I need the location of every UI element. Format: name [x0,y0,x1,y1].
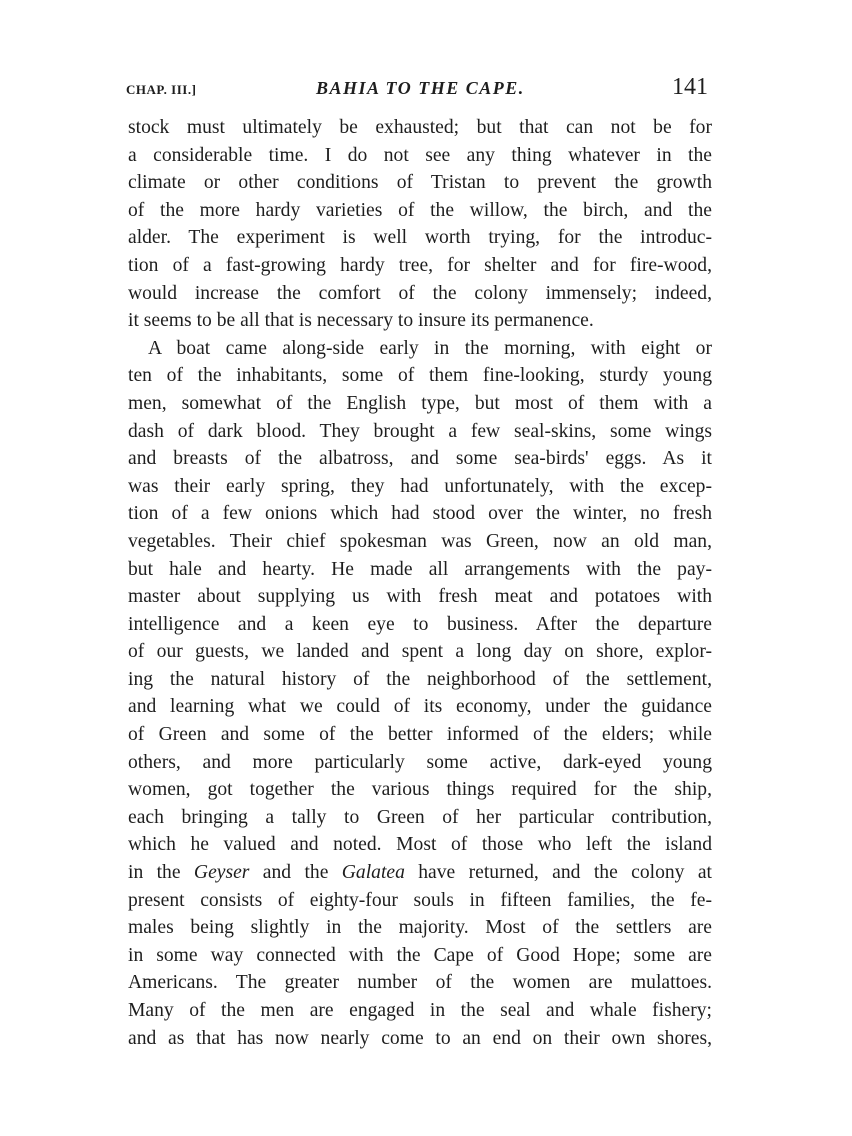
text-line-ship-names [128,859,712,887]
text-line: of the more hardy varieties of the willow, the birch, and the [128,199,712,221]
text-line: intelligence and a keen eye to business. After the departure [128,613,712,635]
text-line: and learning what we could of its economy, under the guidance [128,696,712,718]
text-line: it seems to be all that is necessary to insure its permanence. [128,310,594,332]
running-title: BAHIA TO THE CAPE. [316,78,525,98]
text-line: would increase the comfort of the colony immensely; indeed, [128,282,712,304]
chapter-label: CHAP. III.] [126,82,197,97]
text-line: Many of the men are engaged in the seal and whale fishery; [128,1000,712,1021]
page-number: 141 [672,74,708,100]
text-line: was their early spring, they had unfortunately, with the excep- [128,475,712,497]
text-line: a considerable time. I do not see any thing whatever in the [128,144,712,166]
text-line: men, somewhat of the English type, but most of them with a [128,392,712,414]
text-line: which he valued and noted. Most of those who left the island [128,834,712,856]
text-line: Americans. The greater number of the women are mulattoes. [128,972,712,994]
text-line: of Green and some of the better informed of the elders; while [128,724,712,746]
ship-name-galatea: Galatea [341,862,405,884]
text-line: and breasts of the albatross, and some sea-birds' eggs. As it [128,448,712,470]
text-fragment: in the [128,862,194,884]
text-line: present consists of eighty-four souls in fifteen families, the fe- [128,889,712,911]
paragraph-1 [128,114,712,335]
text-line: alder. The experiment is well worth trying, for the introduc- [128,227,712,249]
text-line: others, and more particularly some active, dark-eyed young [128,751,712,773]
text-line: ing the natural history of the neighborhood of the settlement, [128,668,712,690]
text-fragment: and the [249,862,342,884]
text-line: tion of a fast-growing hardy tree, for shelter and for fire-wood, [128,254,712,276]
text-line: in some way connected with the Cape of Good Hope; some are [128,944,712,966]
text-line: tion of a few onions which had stood over the winter, no fresh [128,503,712,525]
body-text [128,114,712,1052]
paragraph-2 [128,335,712,1052]
running-head [126,76,712,106]
text-line: but hale and hearty. He made all arrangements with the pay- [128,558,712,580]
text-line: dash of dark blood. They brought a few seal-skins, some wings [128,420,712,442]
text-fragment: have returned, and the colony at [404,862,712,884]
text-line: males being slightly in the majority. Most of the settlers are [128,917,712,939]
text-line: women, got together the various things required for the ship, [128,779,712,801]
text-line: and as that has now nearly come to an end on their own shores, [128,1027,712,1049]
ship-name-geyser: Geyser [193,862,250,884]
text-line: of our guests, we landed and spent a long day on shore, explor- [128,641,712,663]
text-line: stock must ultimately be exhausted; but that can not be for [128,117,712,138]
text-line: each bringing a tally to Green of her particular contribution, [128,806,712,828]
text-line: climate or other conditions of Tristan to prevent the growth [128,172,712,194]
text-line: master about supplying us with fresh meat and potatoes with [128,586,712,608]
text-line: A boat came along-side early in the morning, with eight or [148,337,712,359]
text-line: vegetables. Their chief spokesman was Green, now an old man, [128,530,712,552]
text-line: ten of the inhabitants, some of them fine-looking, sturdy young [128,365,712,387]
